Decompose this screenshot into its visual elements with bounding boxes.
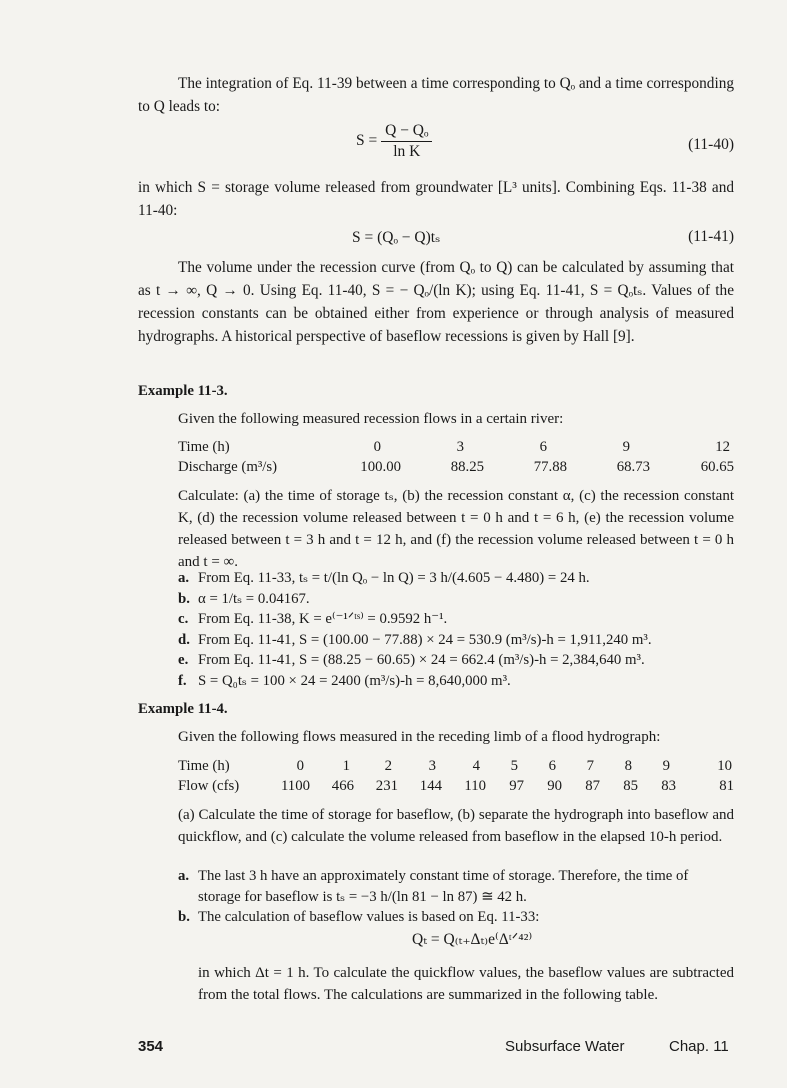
example-11-4-solution <box>178 866 734 928</box>
list-item: b. α = 1/tₛ = 0.04167. <box>178 590 310 607</box>
table-cell: 81 <box>719 777 734 794</box>
example-11-4-intro: Given the following flows measured in the receding limb of a flood hydrograph: <box>178 729 661 745</box>
table-row <box>178 437 734 457</box>
table-cell: 2 <box>384 757 392 774</box>
table-row <box>178 756 734 776</box>
table-cell: 88.25 <box>450 458 484 475</box>
table-cell: 97 <box>509 777 524 794</box>
list-item: f. S = Q₀tₛ = 100 × 24 = 2400 (m³/s)-h = 8,640,000 m³. <box>178 672 511 689</box>
equation-11-41: S = (Qₒ − Q)tₛ <box>352 229 441 246</box>
table-cell: Discharge (m³/s) <box>178 458 278 475</box>
equation-number-11-40: (11-40) <box>688 136 734 153</box>
table-cell: 1100 <box>280 777 310 794</box>
page-number: 354 <box>138 1038 164 1055</box>
table-cell: 83 <box>661 777 676 794</box>
table-cell: 10 <box>717 757 732 774</box>
table-cell: 144 <box>419 777 442 794</box>
table-cell: 0 <box>296 757 304 774</box>
table-cell: 90 <box>547 777 562 794</box>
example-11-4-heading: Example 11-4. <box>138 701 228 717</box>
list-item: c. From Eq. 11-38, K = e⁽⁻¹ᐟᵗˢ⁾ = 0.9592 h⁻¹. <box>178 611 448 627</box>
table-cell: 8 <box>624 757 632 774</box>
example-11-3-question: Calculate: (a) the time of storage tₛ, (b) the recession constant α, (c) the recession constant K, (d) the recession volume released between t = 0 h and t = 6 h, (e) the recession volume released between t = 3 h and t = 12 h, and (f) the recession volume released between t = 0 h and t = ∞. <box>178 488 734 570</box>
table-cell: 110 <box>464 777 486 794</box>
table-row <box>178 457 734 477</box>
table-cell: 5 <box>510 757 518 774</box>
list-item: b. The calculation of baseflow values is based on Eq. 11-33: <box>178 909 540 925</box>
example-11-4-table <box>178 756 734 796</box>
table-cell: 3 <box>428 757 436 774</box>
table-cell: 231 <box>375 777 398 794</box>
paragraph-storage-definition: in which S = storage volume released from groundwater [L³ units]. Combining Eqs. 11-38 and 11-40: <box>138 179 734 219</box>
table-cell: 4 <box>472 757 480 774</box>
paragraph-recession-volume: The volume under the recession curve (from Qₒ to Q) can be calculated by assuming that as t → ∞, Q → 0. Using Eq. 11-40, S = − Qₒ/(ln K); using Eq. 11-41, S = Qₒtₛ. Values of the recession constants can be obtained either from experience or through analysis of measured hydrographs. A historical perspective of baseflow recessions is given by Hall [9]. <box>138 259 734 345</box>
equation-number-11-41: (11-41) <box>688 228 734 245</box>
table-cell: 7 <box>586 757 594 774</box>
table-cell: 60.65 <box>700 458 734 475</box>
list-item: e. From Eq. 11-41, S = (88.25 − 60.65) × 24 = 662.4 (m³/s)-h = 2,384,640 m³. <box>178 652 645 668</box>
table-cell: 3 <box>456 438 464 455</box>
table-cell: 87 <box>585 777 600 794</box>
table-row <box>178 776 734 796</box>
table-cell: 466 <box>331 777 354 794</box>
example-11-4-question: (a) Calculate the time of storage for baseflow, (b) separate the hydrograph into baseflow and quickflow, and (c) calculate the volume released from baseflow in the elapsed 10-h period. <box>178 807 734 845</box>
table-cell: Time (h) <box>178 757 230 774</box>
list-item: d. From Eq. 11-41, S = (100.00 − 77.88) × 24 = 530.9 (m³/s)-h = 1,911,240 m³. <box>178 631 652 648</box>
table-cell: 68.73 <box>616 458 650 475</box>
equation-denominator: ln K <box>393 143 421 160</box>
running-head-section: Subsurface Water <box>505 1038 625 1055</box>
table-cell: 9 <box>662 757 670 774</box>
table-cell: 9 <box>622 438 630 455</box>
table-cell: 100.00 <box>360 458 401 475</box>
table-cell: Flow (cfs) <box>178 777 240 794</box>
table-cell: 6 <box>548 757 556 774</box>
table-cell: 85 <box>623 777 638 794</box>
equation-numerator: Q − Qₒ <box>381 122 432 142</box>
table-cell: 77.88 <box>533 458 567 475</box>
table-cell: 12 <box>715 438 730 455</box>
example-11-3-heading: Example 11-3. <box>138 383 228 399</box>
paragraph-intro: The integration of Eq. 11-39 between a time corresponding to Qₒ and a time corresponding to Q leads to: <box>138 75 734 115</box>
table-cell: Time (h) <box>178 438 230 455</box>
table-cell: 6 <box>539 438 547 455</box>
table-cell: 1 <box>342 757 350 774</box>
equation-baseflow: Qₜ = Q₍ₜ₊Δₜ₎e⁽Δᵗᐟ⁴²⁾ <box>412 931 533 948</box>
example-11-3-table <box>178 437 734 477</box>
example-11-4-closing: in which Δt = 1 h. To calculate the quickflow values, the baseflow values are subtracted from the total flows. The calculations are summarized in the following table. <box>198 965 734 1003</box>
list-item: a. The last 3 h have an approximately constant time of storage. Therefore, the time of storage for baseflow is tₛ = −3 h/(ln 81 − ln 87) ≅ 42 h. <box>178 868 689 905</box>
example-11-3-intro: Given the following measured recession flows in a certain river: <box>178 411 564 427</box>
equation-11-40: S = $\frac{\text{Q − Qₒ}}{\text{ln K}}$ <box>356 122 432 161</box>
example-11-3-solution <box>178 568 734 691</box>
running-head-chapter: Chap. 11 <box>669 1038 729 1055</box>
table-cell: 0 <box>373 438 381 455</box>
list-item: a. From Eq. 11-33, tₛ = t/(ln Qₒ − ln Q) = 3 h/(4.605 − 4.480) = 24 h. <box>178 570 590 586</box>
